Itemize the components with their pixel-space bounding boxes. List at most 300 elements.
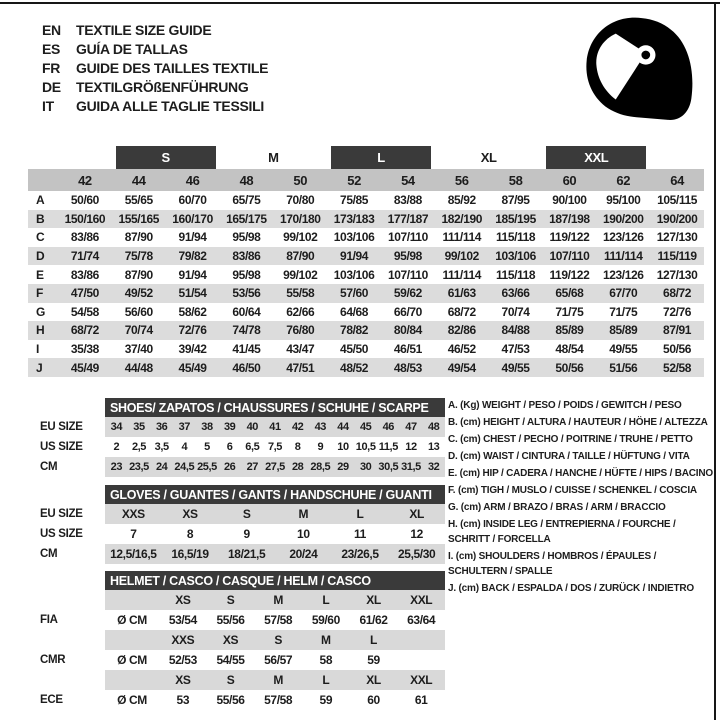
helmet-value-cell: 58 (319, 653, 333, 667)
helmet-value-cell: 59 (319, 693, 333, 707)
language-code: FR (42, 59, 61, 76)
gloves-section-title: GLOVES / GUANTES / GANTS / HANDSCHUHE / GUANTI (105, 485, 445, 504)
helmet-sizes-cells (105, 630, 445, 650)
size-row-label: US SIZE (40, 528, 83, 540)
measure-value-cell: 47/50 (70, 286, 99, 301)
language-code: EN (42, 21, 61, 38)
helmet-value-cell: 56/57 (264, 653, 293, 667)
language-title-row (42, 58, 268, 77)
helmet-section-title: HELMET / CASCO / CASQUE / HELM / CASCO (105, 571, 445, 590)
helmet-value-cell: 60 (367, 693, 380, 707)
measure-value-cell: 103/106 (333, 230, 375, 245)
measure-value-cell: 46/51 (393, 342, 422, 357)
size-column-header: 58 (508, 172, 523, 188)
size-value-cell: 48 (427, 421, 440, 433)
size-row (40, 544, 445, 564)
size-value-cell: XXS (121, 507, 145, 521)
standard-label: FIA (40, 614, 58, 626)
size-group-label-l: L (331, 146, 431, 169)
legend-item-line: D. (cm) WAIST / CINTURA / TAILLE / HÜFTUNG / VITA (448, 451, 690, 462)
measure-value-cell: 39/42 (178, 342, 207, 357)
size-value-cell: 7,5 (267, 441, 283, 453)
measure-value-cell: 46/52 (447, 342, 476, 357)
legend-item-line: F. (cm) TIGH / MUSLO / CUISSE / SCHENKEL / COSCIA (448, 485, 697, 496)
size-value-cell: 10 (337, 441, 349, 453)
helmet-value-cell: 54/55 (216, 653, 245, 667)
textile-measure-row (28, 228, 704, 247)
size-value-cell: 10,5 (355, 441, 376, 453)
size-value-cell: 6,5 (245, 441, 260, 453)
size-row-label (40, 590, 105, 610)
size-row-label (40, 670, 105, 690)
row-label-spacer (28, 169, 58, 191)
size-column-header: 44 (131, 172, 146, 188)
measure-value-cell: 107/110 (549, 249, 590, 264)
helmet-size-header: M (273, 593, 283, 607)
legend-item-line: J. (cm) BACK / ESPALDA / DOS / ZURÜCK / INDIETRO (448, 583, 694, 594)
size-value-cell: 32 (427, 461, 440, 473)
measure-value-cell: 99/102 (283, 267, 318, 282)
measure-value-cell: 107/110 (387, 267, 428, 282)
size-value-cell: 8 (186, 527, 194, 541)
helmet-value-cell: 57/58 (264, 613, 293, 627)
size-row-label: EU SIZE (40, 508, 83, 520)
language-title-text: GUIDE DES TAILLES TEXTILE (76, 59, 269, 76)
measure-value-cell: 65/68 (555, 286, 584, 301)
size-value-cell: 43 (314, 421, 327, 433)
measure-value-cell: 187/198 (549, 211, 590, 226)
measure-value-cell: 53/56 (232, 286, 261, 301)
size-row-label (40, 630, 105, 650)
size-value-cell: 30 (359, 461, 372, 473)
size-value-cell: 26 (223, 461, 236, 473)
size-value-cell: 12,5/16,5 (110, 547, 157, 561)
measure-row-label: B (36, 211, 45, 226)
measure-value-cell: 75/78 (124, 249, 153, 264)
measure-value-cell: 127/130 (656, 230, 698, 245)
size-value-cell: 12 (405, 441, 417, 453)
size-value-cell: 45 (359, 421, 372, 433)
measure-value-cell: 190/200 (656, 211, 698, 226)
measure-value-cell: 45/50 (340, 342, 369, 357)
size-value-cell: 30,5 (378, 461, 399, 473)
size-value-cell: 41 (269, 421, 281, 433)
measure-value-cell: 44/48 (124, 360, 153, 375)
measure-value-cell: 49/54 (447, 360, 476, 375)
legend-item-line: I. (cm) SHOULDERS / HOMBROS / ÉPAULES / (448, 551, 657, 562)
measure-value-cell: 47/53 (501, 342, 530, 357)
size-row (40, 437, 445, 457)
language-title-row (42, 39, 268, 58)
measure-value-cell: 46/50 (232, 360, 261, 375)
right-border-line (714, 2, 716, 720)
legend-item-line: E. (cm) HIP / CADERA / HANCHE / HÜFTE / HIPS / BACINO (448, 468, 713, 479)
measure-value-cell: 115/118 (495, 230, 536, 245)
measure-value-cell: 182/190 (441, 211, 483, 226)
size-column-header: 60 (562, 172, 577, 188)
helmet-size-header: XL (366, 593, 381, 607)
measure-value-cell: 103/106 (333, 267, 375, 282)
group-spacer (28, 146, 112, 169)
measure-value-cell: 190/200 (602, 211, 644, 226)
top-border-line (0, 2, 720, 4)
legend-item-line: H. (cm) INSIDE LEG / ENTREPIERNA / FOURCHE / (448, 519, 676, 530)
helmet-size-header: S (226, 673, 235, 687)
size-value-cell: 9 (317, 441, 324, 453)
size-column-header: 54 (401, 172, 415, 188)
measure-value-cell: 45/49 (70, 360, 99, 375)
helmet-value-cell: 59/60 (311, 613, 340, 627)
size-value-cell: 25,5/30 (398, 547, 436, 561)
helmet-sizes-row (40, 670, 445, 690)
measure-value-cell: 173/183 (333, 211, 375, 226)
helmet-size-header: XS (175, 593, 191, 607)
measure-value-cell: 47/51 (286, 360, 315, 375)
measure-value-cell: 84/88 (501, 323, 530, 338)
size-row-values (105, 504, 445, 524)
measure-value-cell: 55/65 (124, 193, 153, 208)
size-row-values (105, 524, 445, 544)
measure-value-cell: 65/75 (232, 193, 261, 208)
size-value-cell: 8 (294, 441, 301, 453)
size-value-cell: 10 (297, 527, 310, 541)
helmet-value-cell: 55/56 (216, 693, 245, 707)
size-row (40, 457, 445, 477)
measure-value-cell: 85/89 (555, 323, 584, 338)
helmet-values-row (40, 690, 445, 710)
legend-item (448, 517, 710, 547)
measurement-legend (448, 398, 713, 598)
size-value-cell: 44 (337, 421, 349, 433)
size-value-cell: 11,5 (378, 441, 398, 453)
size-value-cell: 37 (178, 421, 191, 433)
measure-value-cell: 111/114 (442, 230, 482, 245)
helmet-values-cells (105, 690, 445, 710)
measure-value-cell: 95/98 (232, 230, 261, 245)
size-value-cell: 23 (110, 461, 123, 473)
diameter-unit-label: Ø CM (117, 653, 147, 667)
helmet-size-header: XL (366, 673, 381, 687)
size-group-label-xxl: XXL (546, 146, 646, 169)
size-value-cell: 16,5/19 (171, 547, 209, 561)
helmet-size-table (40, 571, 445, 710)
textile-measure-row (28, 247, 704, 266)
size-value-cell: 31,5 (401, 461, 421, 473)
measure-value-cell: 70/74 (501, 304, 530, 319)
size-value-cell: 4 (181, 441, 188, 453)
measure-value-cell: 35/38 (70, 342, 99, 357)
measure-value-cell: 63/66 (501, 286, 530, 301)
measure-value-cell: 66/70 (393, 304, 422, 319)
measure-value-cell: 115/118 (495, 267, 536, 282)
helmet-size-header: M (321, 633, 331, 647)
measure-value-cell: 50/56 (663, 342, 692, 357)
size-value-cell: 38 (201, 421, 213, 433)
legend-item (448, 549, 710, 579)
size-value-cell: 25,5 (197, 461, 217, 473)
legend-item-line: G. (cm) ARM / BRAZO / BRAS / ARM / BRACCIO (448, 502, 666, 513)
size-value-cell: 42 (291, 421, 304, 433)
measure-value-cell: 50/60 (70, 193, 99, 208)
language-code: DE (42, 78, 61, 95)
measure-value-cell: 87/90 (124, 267, 153, 282)
measure-value-cell: 71/74 (70, 249, 99, 264)
helmet-value-cell: 59 (367, 653, 380, 667)
measure-value-cell: 55/58 (286, 286, 315, 301)
measure-value-cell: 119/122 (549, 267, 590, 282)
measure-value-cell: 49/55 (501, 360, 530, 375)
measure-value-cell: 60/70 (178, 193, 207, 208)
measure-value-cell: 75/85 (340, 193, 369, 208)
helmet-size-header: XXL (410, 673, 433, 687)
measure-value-cell: 83/86 (232, 249, 261, 264)
helmet-value-cell: 53 (176, 693, 190, 707)
helmet-value-cell: 57/58 (264, 693, 293, 707)
helmet-sizes-cells (105, 590, 445, 610)
size-value-cell: 36 (155, 421, 168, 433)
helmet-value-cell: 53/54 (168, 613, 197, 627)
measure-value-cell: 37/40 (124, 342, 153, 357)
size-row (40, 524, 445, 544)
helmet-sizes-cells (105, 670, 445, 690)
textile-measure-row (28, 321, 704, 340)
language-title-text: GUIDA ALLE TAGLIE TESSILI (76, 97, 264, 114)
helmet-value-cell: 61/62 (359, 613, 388, 627)
size-column-header: 48 (239, 172, 254, 188)
size-value-cell: 47 (405, 421, 417, 433)
size-value-cell: 18/21,5 (228, 547, 266, 561)
size-column-header: 56 (454, 172, 469, 188)
measure-value-cell: 48/52 (340, 360, 369, 375)
measure-value-cell: 107/110 (387, 230, 428, 245)
measure-row-label: C (36, 230, 45, 245)
measure-row-label: I (36, 342, 39, 357)
textile-size-group-row (28, 146, 704, 169)
measure-row-label: E (36, 267, 44, 282)
measure-row-label: A (36, 193, 45, 208)
diameter-unit-label: Ø CM (117, 693, 147, 707)
size-value-cell: 35 (133, 421, 145, 433)
legend-item-line: SCHULTERN / SPALLE (448, 566, 553, 577)
language-title-text: TEXTILGRÖßENFÜHRUNG (76, 78, 249, 95)
measure-value-cell: 70/80 (286, 193, 315, 208)
language-title-row (42, 20, 268, 39)
legend-item (448, 449, 710, 464)
size-value-cell: S (242, 507, 251, 521)
measure-value-cell: 49/55 (609, 342, 638, 357)
measure-row-label: F (36, 286, 43, 301)
measure-value-cell: 58/62 (178, 304, 207, 319)
legend-item (448, 466, 713, 481)
size-row-label: EU SIZE (40, 421, 83, 433)
measure-value-cell: 57/60 (340, 286, 369, 301)
helmet-value-cell: 52/53 (168, 653, 197, 667)
size-row-label: CM (40, 548, 58, 560)
measure-value-cell: 52/58 (663, 360, 692, 375)
size-value-cell: 27,5 (265, 461, 285, 473)
language-title-text: TEXTILE SIZE GUIDE (76, 21, 212, 38)
measure-value-cell: 95/100 (606, 193, 641, 208)
measure-value-cell: 91/94 (178, 230, 207, 245)
size-column-header: 64 (670, 172, 684, 188)
language-title-text: GUÍA DE TALLAS (76, 40, 188, 57)
size-value-cell: 39 (223, 421, 236, 433)
legend-item (448, 483, 710, 498)
size-value-cell: 29 (337, 461, 349, 473)
measure-row-label: G (36, 304, 45, 319)
helmet-size-header: M (273, 673, 283, 687)
size-value-cell: 2,5 (131, 441, 147, 453)
size-value-cell: 23/26,5 (341, 547, 379, 561)
measure-value-cell: 67/70 (609, 286, 638, 301)
measure-value-cell: 103/106 (495, 249, 536, 264)
size-column-header: 52 (347, 172, 361, 188)
helmet-size-header: L (322, 593, 330, 607)
size-column-header: 62 (616, 172, 631, 188)
measure-value-cell: 48/53 (393, 360, 422, 375)
helmet-sizes-row (40, 630, 445, 650)
measure-value-cell: 72/76 (178, 323, 207, 338)
measure-value-cell: 87/91 (663, 323, 692, 338)
helmet-size-header: XS (175, 673, 191, 687)
size-group-label-m: M (268, 150, 279, 165)
helmet-values-cells (105, 610, 445, 630)
measure-value-cell: 83/88 (393, 193, 422, 208)
measure-value-cell: 185/195 (495, 211, 536, 226)
measure-value-cell: 49/52 (124, 286, 153, 301)
measure-value-cell: 87/90 (124, 230, 153, 245)
size-row (40, 504, 445, 524)
measure-value-cell: 72/76 (663, 304, 692, 319)
size-value-cell: 34 (110, 421, 123, 433)
measure-value-cell: 76/80 (286, 323, 315, 338)
size-value-cell: 20/24 (289, 547, 318, 561)
standard-label: ECE (40, 694, 63, 706)
textile-measure-row (28, 284, 704, 303)
measure-value-cell: 177/187 (387, 211, 429, 226)
measure-value-cell: 91/94 (178, 267, 207, 282)
measure-value-cell: 87/95 (501, 193, 530, 208)
gloves-size-table (40, 485, 445, 564)
measure-value-cell: 80/84 (393, 323, 422, 338)
size-value-cell: L (356, 507, 364, 521)
measure-value-cell: 71/75 (555, 304, 584, 319)
helmet-size-header: XXL (410, 593, 433, 607)
textile-size-table (28, 146, 704, 377)
legend-item (448, 432, 710, 447)
helmet-values-cells (105, 650, 445, 670)
size-group-label-xl: XL (480, 150, 497, 165)
size-column-header: 50 (293, 172, 308, 188)
size-value-cell: 12 (410, 527, 423, 541)
measure-row-label: J (36, 360, 43, 375)
helmet-value-cell: 63/64 (407, 613, 436, 627)
measure-value-cell: 61/63 (447, 286, 476, 301)
size-value-cell: 2 (113, 441, 120, 453)
shoes-section-title: SHOES/ ZAPATOS / CHAUSSURES / SCHUHE / SCARPE (105, 398, 445, 417)
size-value-cell: M (298, 507, 309, 521)
measure-value-cell: 123/126 (602, 267, 644, 282)
measure-value-cell: 62/66 (286, 304, 315, 319)
size-value-cell: 7 (130, 527, 137, 541)
measure-value-cell: 64/68 (340, 304, 369, 319)
size-value-cell: 40 (246, 421, 259, 433)
size-value-cell: 24 (155, 461, 168, 473)
measure-value-cell: 68/72 (663, 286, 692, 301)
size-row-values (105, 457, 445, 477)
measure-value-cell: 50/56 (555, 360, 584, 375)
helmet-values-row (40, 650, 445, 670)
measure-value-cell: 90/100 (552, 193, 587, 208)
measure-value-cell: 95/98 (232, 267, 261, 282)
measure-row-label: H (36, 323, 45, 338)
textile-measure-row (28, 191, 704, 210)
legend-item (448, 398, 710, 413)
helmet-size-header: S (274, 633, 282, 647)
measure-row-label: D (36, 249, 45, 264)
measure-value-cell: 111/114 (442, 267, 482, 282)
measure-value-cell: 68/72 (70, 323, 99, 338)
size-value-cell: 11 (354, 527, 366, 541)
helmet-sizes-row (40, 590, 445, 610)
measure-value-cell: 59/62 (393, 286, 422, 301)
size-value-cell: XL (409, 507, 424, 521)
measure-value-cell: 85/89 (609, 323, 638, 338)
textile-measure-row (28, 265, 704, 284)
language-title-list (42, 20, 268, 115)
helmet-size-header: S (226, 593, 235, 607)
legend-item-line: A. (Kg) WEIGHT / PESO / POIDS / GEWITCH / PESO (448, 400, 682, 411)
size-value-cell: 3,5 (154, 441, 169, 453)
measure-value-cell: 70/74 (124, 323, 153, 338)
size-row-values (105, 417, 445, 437)
language-code: IT (42, 97, 54, 114)
measure-value-cell: 123/126 (602, 230, 644, 245)
measure-value-cell: 85/92 (447, 193, 476, 208)
shoes-size-table (40, 398, 445, 477)
measure-value-cell: 41/45 (232, 342, 261, 357)
size-value-cell: 46 (382, 421, 395, 433)
helmet-value-cell: 61 (414, 693, 428, 707)
size-value-cell: 5 (204, 441, 210, 453)
measure-value-cell: 71/75 (609, 304, 638, 319)
measure-value-cell: 87/90 (286, 249, 315, 264)
measure-value-cell: 115/119 (657, 249, 697, 264)
measure-value-cell: 111/114 (603, 249, 643, 264)
legend-item (448, 500, 710, 515)
language-code: ES (42, 40, 61, 57)
helmet-size-header: XXS (171, 633, 195, 647)
measure-value-cell: 79/82 (178, 249, 207, 264)
helmet-icon (576, 14, 702, 126)
size-column-header: 46 (185, 172, 200, 188)
language-title-row (42, 77, 268, 96)
standard-label: CMR (40, 654, 66, 666)
size-value-cell: 13 (427, 441, 440, 453)
size-row-values (105, 437, 445, 457)
measure-value-cell: 82/86 (447, 323, 476, 338)
language-title-row (42, 96, 268, 115)
helmet-size-header: L (322, 673, 330, 687)
helmet-value-cell: 55/56 (216, 613, 245, 627)
legend-item-line: B. (cm) HEIGHT / ALTURA / HAUTEUR / HÖHE / ALTEZZA (448, 417, 708, 428)
measure-value-cell: 60/64 (232, 304, 261, 319)
textile-measure-row (28, 210, 704, 229)
measure-value-cell: 160/170 (172, 211, 213, 226)
measure-value-cell: 68/72 (447, 304, 476, 319)
measure-value-cell: 127/130 (656, 267, 698, 282)
legend-item (448, 415, 710, 430)
